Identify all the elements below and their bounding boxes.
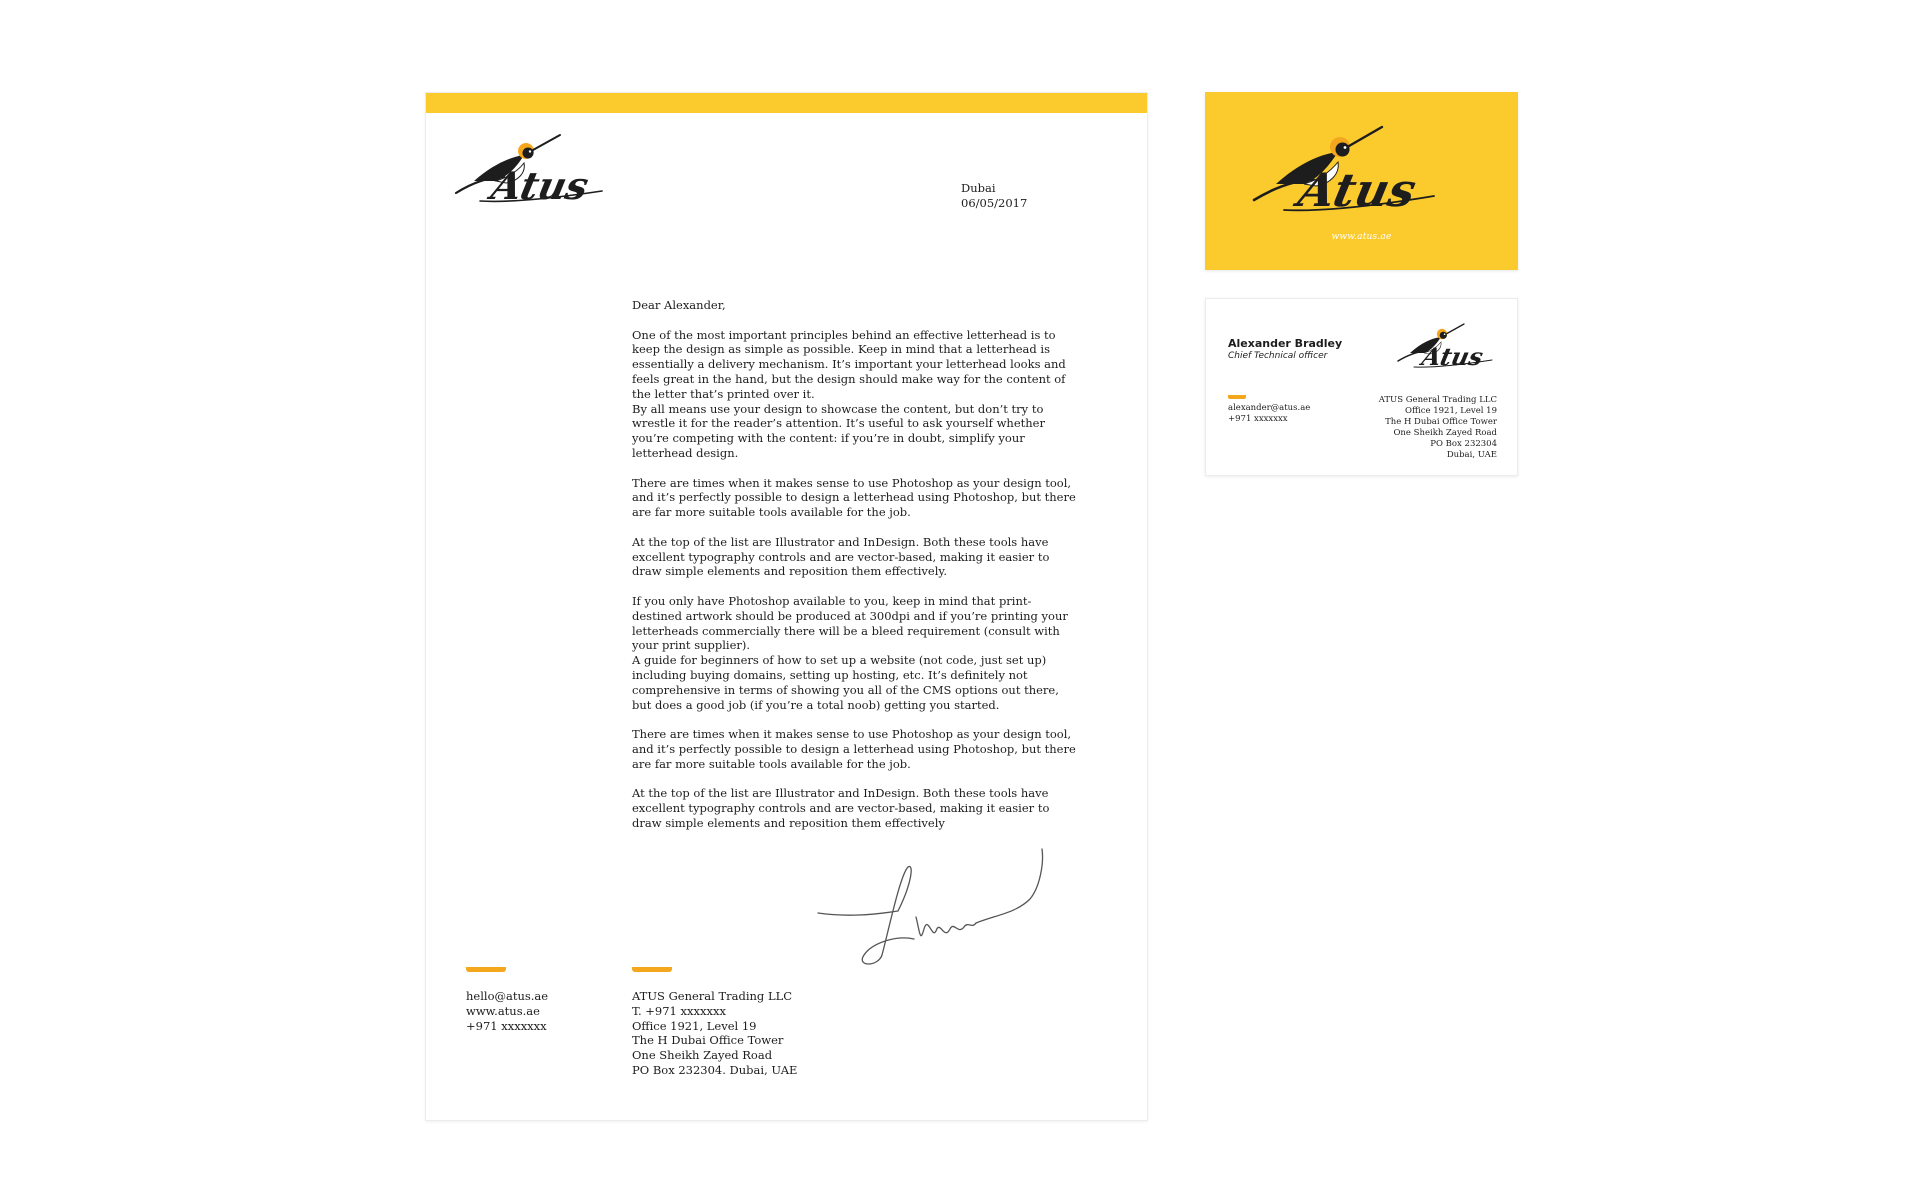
- company-tower: The H Dubai Office Tower: [632, 1033, 784, 1048]
- atus-logo: [1396, 321, 1498, 373]
- atus-wordmark: Atus: [487, 164, 593, 209]
- handwritten-signature: [816, 843, 1056, 973]
- letter-date: 06/05/2017: [961, 196, 1028, 210]
- company-pobox: PO Box 232304. Dubai, UAE: [632, 1062, 798, 1077]
- atus-logo: [1250, 122, 1450, 222]
- atus-wordmark: Atus: [1419, 342, 1486, 371]
- card-person-name: Alexander Bradley: [1228, 337, 1343, 350]
- contact-phone: +971 xxxxxxx: [466, 1018, 547, 1033]
- card-accent: [1228, 395, 1246, 399]
- letter-contact-block: [466, 989, 548, 1033]
- contact-web: www.atus.ae: [466, 1003, 540, 1018]
- letterhead-top-bar: [426, 93, 1147, 113]
- letterhead-sheet: [425, 92, 1148, 1121]
- footer-accent-left: [466, 967, 506, 972]
- letter-meta: [961, 181, 1027, 211]
- card-address-line: Dubai, UAE: [1446, 450, 1497, 460]
- card-contact-block: [1228, 403, 1310, 425]
- footer-accent-right: [632, 967, 672, 972]
- atus-logo: [452, 131, 618, 211]
- letter-city: Dubai: [961, 181, 996, 195]
- letter-paragraph: At the top of the list are Illustrator and InDesign. Both these tools have excellent typography controls and are vector-based, making it easier to draw simple elements and reposition them effectively: [632, 786, 1050, 830]
- card-phone: +971 xxxxxxx: [1228, 414, 1288, 424]
- letter-paragraph: There are times when it makes sense to use Photoshop as your design tool, and it’s perfectly possible to design a letterhead using Photoshop, but there are far more suitable tools available for the job.: [632, 727, 1076, 771]
- letter-paragraph: By all means use your design to showcase the content, but don’t try to wrestle it for the reader’s attention. It’s useful to ask yourself whether you’re competing with the content: if you’re in doubt, simplify your letterhead design.: [632, 401, 1045, 460]
- card-address-line: Office 1921, Level 19: [1405, 406, 1497, 416]
- company-road: One Sheikh Zayed Road: [632, 1048, 773, 1063]
- card-email: alexander@atus.ae: [1228, 403, 1311, 413]
- card-website: www.atus.ae: [1331, 232, 1392, 242]
- letter-paragraph: One of the most important principles behind an effective letterhead is to keep the design as simple as possible. Keep in mind that a letterhead is essentially a delivery mechanism. It’s important your letterhead looks and feels great in the hand, but the design should make way for the content of the letter that’s printed over it.: [632, 327, 1066, 401]
- card-address-block: [1379, 395, 1497, 461]
- letter-paragraph: There are times when it makes sense to use Photoshop as your design tool, and it’s perfectly possible to design a letterhead using Photoshop, but there are far more suitable tools available for the job.: [632, 475, 1076, 520]
- letter-paragraph: If you only have Photoshop available to you, keep in mind that print-destined artwork should be produced at 300dpi and if you’re printing your letterheads commercially there will be a bleed requirement (consult with your print supplier).: [632, 593, 1068, 653]
- card-address-line: The H Dubai Office Tower: [1385, 417, 1497, 427]
- letter-salutation: Dear Alexander,: [632, 298, 726, 312]
- card-person-role: Chief Technical officer: [1228, 351, 1328, 361]
- business-card-front: [1205, 92, 1518, 270]
- card-address-line: ATUS General Trading LLC: [1378, 395, 1497, 405]
- letter-paragraph: A guide for beginners of how to set up a website (not code, just set up) including buying domains, setting up hosting, etc. It’s definitely not comprehensive in terms of showing you all of the CMS options out there, but does a good job (if you’re a total noob) getting you started.: [632, 653, 1059, 712]
- letter-paragraph: At the top of the list are Illustrator and InDesign. Both these tools have excellent typography controls and are vector-based, making it easier to draw simple elements and reposition them effectively.: [632, 534, 1050, 579]
- contact-email: hello@atus.ae: [466, 989, 549, 1003]
- card-address-line: PO Box 232304: [1430, 439, 1497, 449]
- letter-company-block: [632, 989, 797, 1078]
- card-address-line: One Sheikh Zayed Road: [1393, 428, 1497, 438]
- company-phone: T. +971 xxxxxxx: [632, 1003, 726, 1018]
- business-card-back: [1205, 298, 1518, 476]
- atus-wordmark: Atus: [1293, 162, 1421, 217]
- company-name: ATUS General Trading LLC: [632, 989, 793, 1003]
- company-office: Office 1921, Level 19: [632, 1018, 757, 1033]
- letter-body: [632, 298, 1077, 845]
